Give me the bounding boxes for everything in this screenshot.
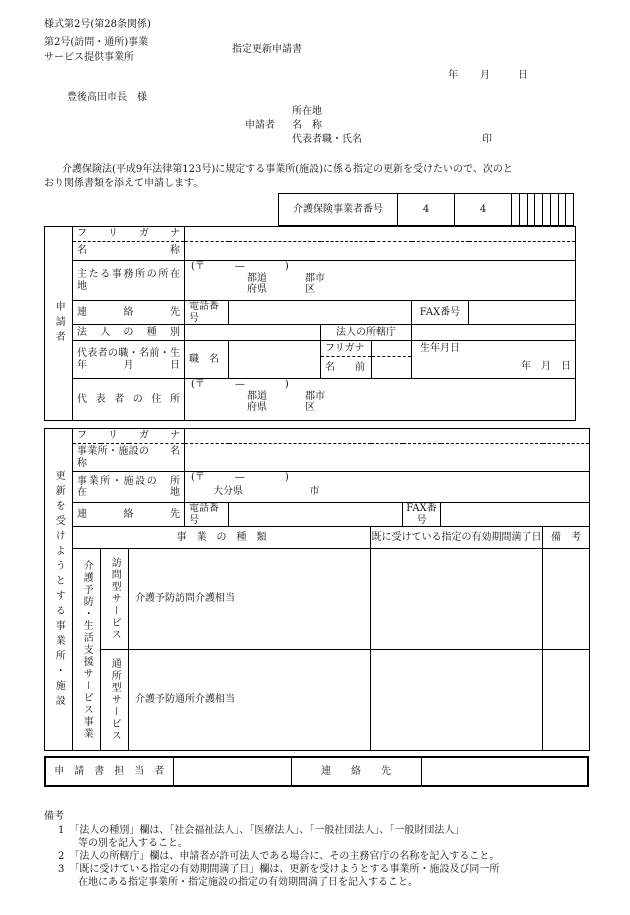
facility-contact-label: 連 絡 先 (73, 503, 185, 527)
fax-field[interactable] (469, 301, 576, 325)
applicant-address-label: 所在地 (292, 106, 322, 117)
facility-name-label: 事業所・施設の 名 称 (73, 444, 185, 472)
addressee: 豊後高田市長 様 (67, 92, 147, 103)
note-line: 3 「既に受けている指定の有効期間満了日」欄は、更新を受けようとする事業所・施設及び同一所 (58, 864, 500, 875)
applicant-name-label: 名 称 (292, 120, 322, 131)
applicant-side-label: 申請者 (45, 227, 73, 421)
remarks-visit[interactable] (543, 549, 590, 650)
document-title: 指定更新申請書 (232, 44, 302, 55)
submitter-field[interactable] (173, 757, 291, 786)
submitter-contact-label: 連 絡 先 (291, 757, 421, 786)
facility-address-label: 事業所・施設の 所 在 地 (73, 472, 185, 503)
intro-line-1: 介護保険法(平成9年法律第123号)に規定する事業所(施設)に係る指定の更新を受けたいので、次のと (62, 164, 513, 175)
facility-phone-field[interactable] (229, 503, 403, 527)
insurer-number-label: 介護保険事業者番号 (279, 194, 398, 226)
facility-name-field[interactable] (185, 444, 590, 472)
insurer-digit[interactable] (566, 194, 574, 226)
form-subtitle-2: サービス提供事業所 (44, 52, 134, 63)
postal-code: (〒 — ) (191, 261, 289, 272)
rep-city-label: 郡市区 (305, 390, 325, 413)
facility-furigana-field[interactable] (185, 429, 590, 444)
rep-name-label: 名 前 (321, 357, 372, 379)
applicant-table (44, 226, 576, 421)
seal-mark: 印 (482, 134, 492, 145)
birthdate-ymd: 年 月 日 (521, 360, 572, 372)
facility-city-label: 市 (309, 485, 320, 497)
representative-info-label: 代表者の職・名前・生年月日 (73, 341, 185, 379)
rep-furigana-field[interactable] (372, 341, 412, 357)
insurer-digit[interactable]: 4 (455, 194, 512, 226)
expiry-date-visit[interactable] (371, 549, 543, 650)
rep-address-label: 代表者の住所 (73, 379, 185, 421)
insurer-digit[interactable] (543, 194, 551, 226)
phone-field[interactable] (229, 301, 412, 325)
facility-furigana-label: フ リ ガ ナ (73, 429, 185, 444)
representative-label: 代表者職・氏名 (292, 134, 362, 145)
applicant-label: 申請者 (245, 120, 275, 131)
facility-prefecture: 大分県 (213, 485, 244, 497)
post-label: 職 名 (185, 341, 229, 379)
note-line: 2 「法人の所轄庁」欄は、申請者が許可法人である場合に、その主務官庁の名称を記入すること。 (58, 851, 500, 862)
facility-table (44, 428, 590, 751)
form-subtitle-1: 第2号(訪問・通所)事業 (44, 37, 149, 48)
post-field[interactable] (229, 341, 321, 379)
submitter-label: 申 請 書 担 当 者 (45, 757, 173, 786)
intro-line-2: おり関係書類を添えて申請します。 (44, 178, 204, 189)
insurer-digit[interactable] (519, 194, 527, 226)
facility-address-field[interactable] (185, 472, 590, 503)
expiry-date-day[interactable] (371, 650, 543, 751)
service-name-visit: 介護予防訪問介護相当 (129, 549, 371, 650)
facility-side-label: 更新を受けようとする事業所・施設 (45, 429, 73, 751)
corporation-authority-label: 法人の所轄庁 (321, 325, 412, 341)
applicant-furigana-field[interactable] (185, 227, 576, 242)
expiry-date-header: 既に受けている指定の有効期間満了日 (371, 527, 543, 549)
insurer-digit[interactable]: 4 (398, 194, 455, 226)
date-day: 日 (518, 70, 528, 81)
corporation-type-label: 法 人 の 種 別 (73, 325, 185, 341)
submitter-table (44, 756, 589, 787)
facility-postal-code: (〒 — ) (191, 472, 289, 483)
insurer-digit[interactable] (550, 194, 558, 226)
note-line: 等の別を記入すること。 (58, 838, 188, 849)
insurer-number-table (278, 193, 574, 226)
facility-fax-field[interactable] (441, 503, 590, 527)
office-address-label: 主たる事務所の所在 地 (73, 261, 185, 301)
city-label: 郡市区 (305, 272, 325, 295)
insurer-digit[interactable] (558, 194, 566, 226)
submitter-contact-field[interactable] (421, 757, 588, 786)
service-category-day: 通所型サービス (101, 650, 129, 751)
phone-label: 電話番号 (185, 301, 229, 325)
applicant-name-field[interactable] (185, 242, 576, 261)
facility-phone-label: 電話番号 (185, 503, 229, 527)
insurer-digit[interactable] (512, 194, 520, 226)
prefecture-label: 都道府県 (247, 272, 267, 295)
applicant-contact-label: 連 絡 先 (73, 301, 185, 325)
date-month: 月 (480, 70, 490, 81)
remarks-day[interactable] (543, 650, 590, 751)
corporation-authority-field[interactable] (412, 325, 576, 341)
form-number: 様式第2号(第28条関係) (44, 19, 151, 30)
service-category-visit: 訪問型サービス (101, 549, 129, 650)
rep-address-field[interactable] (185, 379, 576, 421)
insurer-digit[interactable] (527, 194, 535, 226)
corporation-type-field[interactable] (185, 325, 321, 341)
rep-furigana-label: フリガナ (321, 341, 372, 357)
rep-prefecture-label: 都道府県 (247, 390, 267, 413)
applicant-name-label-cell: 名 称 (73, 242, 185, 261)
notes-title: 備考 (44, 811, 64, 822)
service-type-header: 事 業 の 種 類 (73, 527, 371, 549)
insurer-digit[interactable] (535, 194, 543, 226)
rep-postal-code: (〒 — ) (191, 379, 289, 390)
note-line: 1 「法人の種別」欄は、「社会福祉法人」、「医療法人」、「一般社団法人」、「一般財団法人」 (58, 825, 465, 836)
facility-fax-label: FAX番号 (403, 503, 441, 527)
date-year: 年 (448, 70, 458, 81)
office-address-field[interactable] (185, 261, 576, 301)
remarks-header: 備 考 (543, 527, 590, 549)
service-group-label: 介護予防・生活支援サービス事業 (73, 549, 101, 751)
note-line: 在地にある指定事業所・指定施設の指定の有効期間満了日を記入すること。 (58, 877, 418, 888)
fax-label: FAX番号 (412, 301, 469, 325)
service-name-day: 介護予防通所介護相当 (129, 650, 371, 751)
birthdate-label: 生年月日 (420, 343, 460, 354)
birthdate-cell[interactable] (412, 341, 576, 379)
rep-name-field[interactable] (372, 357, 412, 379)
applicant-furigana-label: フ リ ガ ナ (73, 227, 185, 242)
